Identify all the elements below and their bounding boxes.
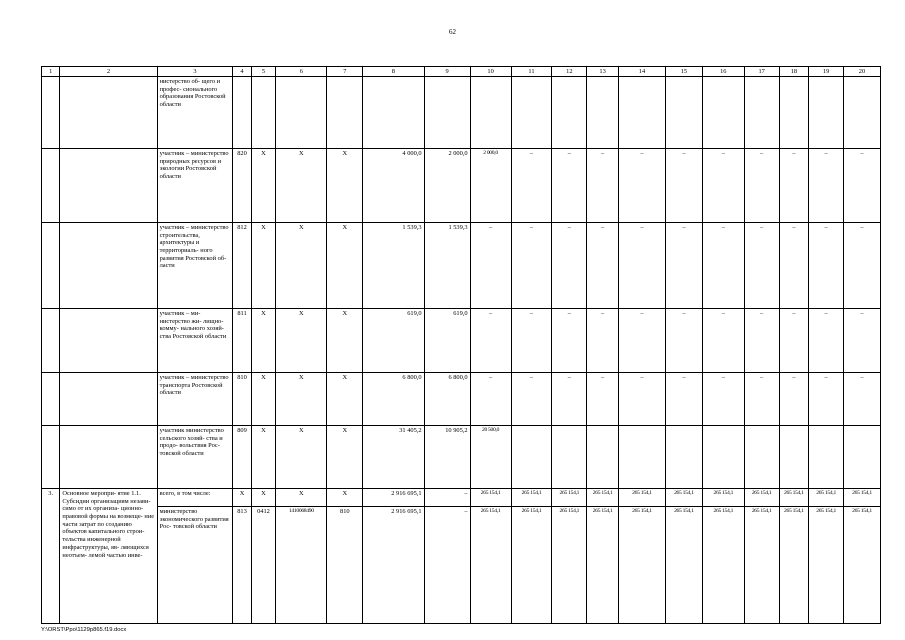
column-number: 4: [233, 67, 251, 77]
table-row: [42, 77, 881, 149]
value-cell: 265 154,1: [666, 489, 703, 507]
ministry-name: министерство экономического развития Рос- товской области: [157, 507, 233, 624]
value-cell: [618, 426, 665, 489]
value-cell: –: [552, 373, 587, 426]
value-cell: –: [424, 507, 470, 624]
value-cell: –: [809, 223, 844, 309]
value-cell: –: [511, 309, 552, 373]
participant-name: нистерство об- щего и профес- сионального образования Ростовской области: [157, 77, 233, 149]
value-cell: X: [276, 426, 327, 489]
table-row: [42, 489, 881, 507]
value-cell: X: [276, 223, 327, 309]
value-cell: –: [511, 149, 552, 223]
value-cell: –: [666, 373, 703, 426]
value-cell: [779, 426, 809, 489]
value-cell: 810: [327, 507, 363, 624]
value-cell: [702, 77, 744, 149]
value-cell: 265 154,1: [587, 489, 619, 507]
value-cell: 265 154,1: [809, 489, 844, 507]
value-cell: 265 154,1: [702, 507, 744, 624]
participant-name: участник – министерство природных ресурсов и экологии Ростовской области: [157, 149, 233, 223]
table-row: [42, 223, 881, 309]
column-number: 7: [327, 67, 363, 77]
empty-cell: [60, 309, 157, 373]
column-number: 1: [42, 67, 60, 77]
value-cell: X: [327, 373, 363, 426]
column-number: 17: [744, 67, 779, 77]
column-number: 6: [276, 67, 327, 77]
value-cell: 265 154,1: [809, 507, 844, 624]
file-path-footer: Y:\ORST\Ppo\1129p865.f19.docx: [41, 627, 127, 633]
value-cell: –: [666, 149, 703, 223]
value-cell: [470, 77, 511, 149]
participant-name: участник – ми- нистерство жи- лищно-комму- нального хозяй- ства Ростовской области: [157, 309, 233, 373]
value-cell: –: [744, 309, 779, 373]
value-cell: 265 154,1: [618, 507, 665, 624]
value-cell: 10 905,2: [424, 426, 470, 489]
value-cell: X: [276, 149, 327, 223]
value-cell: 265 154,1: [511, 507, 552, 624]
value-cell: 20 500,0: [470, 426, 511, 489]
column-number: 18: [779, 67, 809, 77]
value-cell: 265 154,1: [844, 489, 881, 507]
value-cell: 619,0: [424, 309, 470, 373]
value-cell: [511, 77, 552, 149]
value-cell: X: [327, 223, 363, 309]
value-cell: –: [779, 309, 809, 373]
empty-cell: [42, 309, 60, 373]
value-cell: 265 154,1: [618, 489, 665, 507]
value-cell: 812: [233, 223, 251, 309]
value-cell: X: [251, 373, 276, 426]
table-row: [42, 507, 881, 624]
column-number: 20: [844, 67, 881, 77]
column-number: 8: [363, 67, 424, 77]
empty-cell: [42, 426, 60, 489]
value-cell: [233, 77, 251, 149]
value-cell: 265 154,1: [844, 507, 881, 624]
value-cell: X: [276, 373, 327, 426]
column-number: 9: [424, 67, 470, 77]
value-cell: –: [587, 309, 619, 373]
value-cell: [779, 77, 809, 149]
value-cell: [844, 77, 881, 149]
value-cell: –: [470, 373, 511, 426]
column-number: 12: [552, 67, 587, 77]
value-cell: [327, 77, 363, 149]
value-cell: 809: [233, 426, 251, 489]
value-cell: –: [666, 309, 703, 373]
value-cell: 265 154,1: [702, 489, 744, 507]
column-number-row: [42, 67, 881, 77]
value-cell: 265 154,1: [552, 507, 587, 624]
value-cell: –: [744, 223, 779, 309]
column-number: 15: [666, 67, 703, 77]
table-row: [42, 373, 881, 426]
participant-name: участник – министерство транспорта Ростовской области: [157, 373, 233, 426]
value-cell: 265 154,1: [470, 489, 511, 507]
value-cell: –: [587, 223, 619, 309]
value-cell: X: [276, 489, 327, 507]
value-cell: –: [702, 149, 744, 223]
value-cell: 265 154,1: [779, 489, 809, 507]
value-cell: [552, 426, 587, 489]
value-cell: –: [744, 149, 779, 223]
empty-cell: [42, 223, 60, 309]
value-cell: –: [587, 373, 619, 426]
value-cell: [587, 426, 619, 489]
value-cell: [702, 426, 744, 489]
value-cell: 265 154,1: [666, 507, 703, 624]
empty-cell: [60, 373, 157, 426]
value-cell: X: [327, 426, 363, 489]
participant-name: участник министерство сельского хозяй- ства и продо- вольствия Рос- товской области: [157, 426, 233, 489]
value-cell: 265 154,1: [552, 489, 587, 507]
value-cell: [618, 77, 665, 149]
value-cell: –: [779, 223, 809, 309]
value-cell: –: [587, 149, 619, 223]
value-cell: 2 916 695,1: [363, 507, 424, 624]
event-number: 3.: [42, 489, 60, 624]
value-cell: –: [618, 149, 665, 223]
value-cell: 1410068490: [276, 507, 327, 624]
value-cell: –: [666, 223, 703, 309]
value-cell: [511, 426, 552, 489]
value-cell: 6 800,0: [363, 373, 424, 426]
value-cell: 265 154,1: [744, 507, 779, 624]
value-cell: X: [276, 309, 327, 373]
value-cell: 265 154,1: [779, 507, 809, 624]
value-cell: [587, 77, 619, 149]
value-cell: 820: [233, 149, 251, 223]
value-cell: [552, 77, 587, 149]
value-cell: [744, 426, 779, 489]
value-cell: 1 539,3: [363, 223, 424, 309]
empty-cell: [60, 77, 157, 149]
value-cell: –: [552, 309, 587, 373]
column-number: 13: [587, 67, 619, 77]
value-cell: 619,0: [363, 309, 424, 373]
value-cell: 810: [233, 373, 251, 426]
budget-table: [41, 66, 881, 624]
event-name: Основное меропри- ятие 1.1. Субсидии организациям незави- симо от их организа- ционно-правовой формы на возмеще- ние части затрат по созданию объектов капитального строи- тельства инженерной инфраструктуры, яв- ляющихся неотъем- лемой частью инве-: [60, 489, 157, 624]
empty-cell: [42, 373, 60, 426]
value-cell: –: [844, 223, 881, 309]
empty-cell: [60, 426, 157, 489]
column-number: 16: [702, 67, 744, 77]
value-cell: [251, 77, 276, 149]
value-cell: 265 154,1: [470, 507, 511, 624]
value-cell: –: [809, 309, 844, 373]
value-cell: 265 154,1: [587, 507, 619, 624]
value-cell: X: [251, 489, 276, 507]
value-cell: –: [618, 223, 665, 309]
table-row: [42, 309, 881, 373]
column-number: 14: [618, 67, 665, 77]
value-cell: –: [470, 309, 511, 373]
value-cell: [809, 77, 844, 149]
value-cell: –: [618, 373, 665, 426]
value-cell: [363, 77, 424, 149]
value-cell: [666, 426, 703, 489]
column-number: 5: [251, 67, 276, 77]
value-cell: –: [702, 309, 744, 373]
value-cell: 6 800,0: [424, 373, 470, 426]
value-cell: [844, 426, 881, 489]
value-cell: –: [424, 489, 470, 507]
page-number: 62: [449, 28, 456, 36]
value-cell: 813: [233, 507, 251, 624]
value-cell: X: [251, 223, 276, 309]
empty-cell: [42, 149, 60, 223]
value-cell: 4 000,0: [363, 149, 424, 223]
value-cell: –: [552, 149, 587, 223]
table-row: [42, 149, 881, 223]
value-cell: X: [327, 309, 363, 373]
value-cell: –: [552, 223, 587, 309]
value-cell: 31 405,2: [363, 426, 424, 489]
value-cell: –: [844, 149, 881, 223]
value-cell: –: [844, 373, 881, 426]
table-row: [42, 426, 881, 489]
value-cell: 1 539,3: [424, 223, 470, 309]
value-cell: X: [251, 149, 276, 223]
value-cell: [666, 77, 703, 149]
empty-cell: [42, 77, 60, 149]
value-cell: 2 916 695,1: [363, 489, 424, 507]
column-number: 2: [60, 67, 157, 77]
empty-cell: [60, 223, 157, 309]
value-cell: X: [327, 149, 363, 223]
value-cell: –: [511, 223, 552, 309]
column-number: 19: [809, 67, 844, 77]
value-cell: –: [809, 149, 844, 223]
value-cell: –: [809, 373, 844, 426]
value-cell: 2 000,0: [470, 149, 511, 223]
value-cell: –: [618, 309, 665, 373]
value-cell: 811: [233, 309, 251, 373]
column-number: 10: [470, 67, 511, 77]
value-cell: 2 000,0: [424, 149, 470, 223]
column-number: 11: [511, 67, 552, 77]
value-cell: [809, 426, 844, 489]
value-cell: 265 154,1: [511, 489, 552, 507]
value-cell: [276, 77, 327, 149]
value-cell: –: [702, 373, 744, 426]
empty-cell: [60, 149, 157, 223]
value-cell: X: [327, 489, 363, 507]
value-cell: –: [779, 149, 809, 223]
value-cell: –: [744, 373, 779, 426]
value-cell: X: [251, 426, 276, 489]
value-cell: [424, 77, 470, 149]
value-cell: X: [251, 309, 276, 373]
column-number: 3: [157, 67, 233, 77]
value-cell: –: [844, 309, 881, 373]
value-cell: 265 154,1: [744, 489, 779, 507]
total-label: всего, в том числе:: [157, 489, 233, 507]
value-cell: X: [233, 489, 251, 507]
participant-name: участник – министерство строительства, архитектуры и территориаль- ного развития Ростовской об- ласти: [157, 223, 233, 309]
value-cell: –: [511, 373, 552, 426]
value-cell: [744, 77, 779, 149]
value-cell: –: [702, 223, 744, 309]
value-cell: 0412: [251, 507, 276, 624]
value-cell: –: [779, 373, 809, 426]
value-cell: –: [470, 223, 511, 309]
